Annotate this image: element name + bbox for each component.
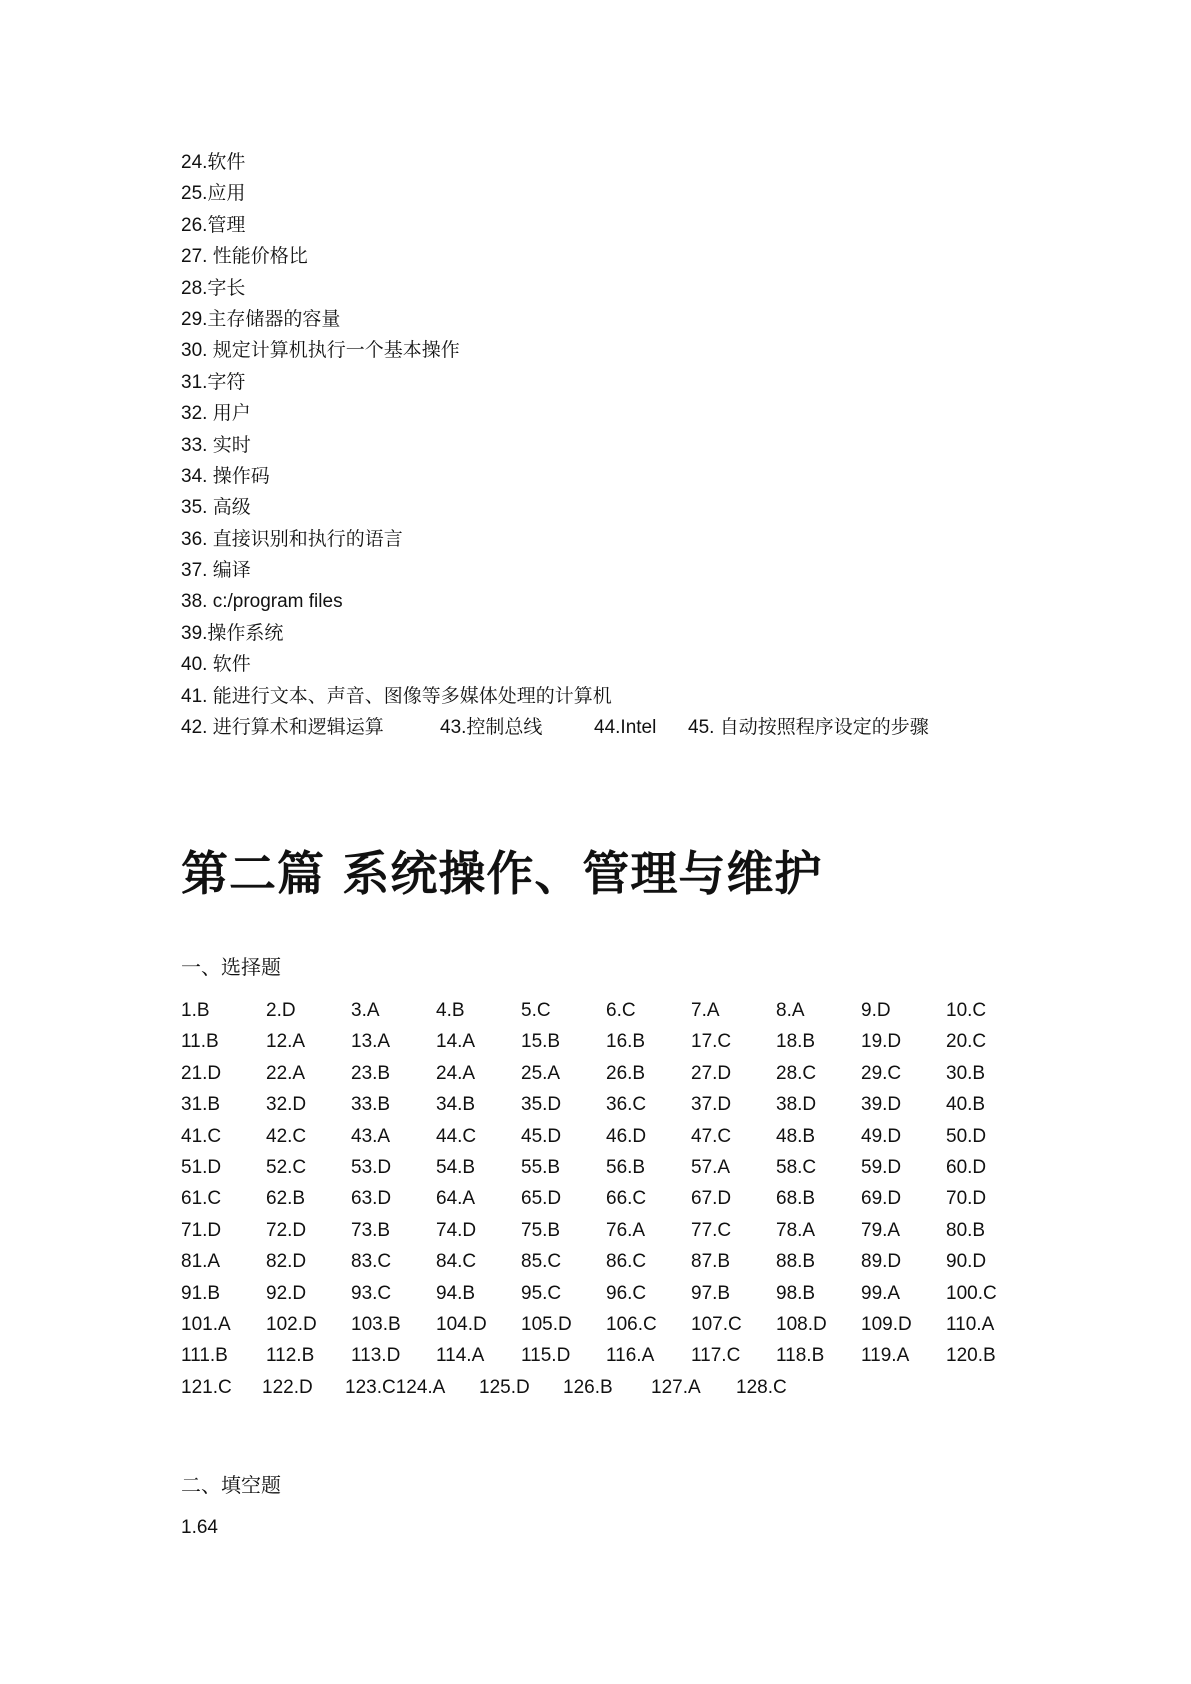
answer-cell: 117.C bbox=[691, 1345, 741, 1367]
answer-cell: 75.B bbox=[521, 1219, 561, 1241]
answer-row bbox=[181, 1372, 1081, 1403]
answer-row bbox=[181, 1089, 1081, 1120]
answer-cell: 58.C bbox=[776, 1156, 817, 1178]
answer-cell: 47.C bbox=[691, 1125, 732, 1147]
answer-cell: 114.A bbox=[436, 1345, 485, 1367]
answer-cell: 86.C bbox=[606, 1251, 647, 1273]
answer-cell: 55.B bbox=[521, 1156, 561, 1178]
answer-line: 34. 操作码 bbox=[181, 465, 270, 487]
answer-line: 39.操作系统 bbox=[181, 622, 284, 644]
answer-cell: 84.C bbox=[436, 1251, 477, 1273]
answer-row bbox=[181, 1058, 1081, 1089]
answer-cell: 61.C bbox=[181, 1188, 222, 1210]
answer-cell: 1.B bbox=[181, 1000, 210, 1021]
answer-cell: 123.C124.A bbox=[345, 1376, 446, 1398]
answer-line: 24.软件 bbox=[181, 152, 246, 173]
answer-cell: 32.D bbox=[266, 1094, 307, 1116]
answer-line: 33. 实时 bbox=[181, 434, 251, 456]
answer-cell: 19.D bbox=[861, 1031, 902, 1053]
answer-cell: 38.D bbox=[776, 1094, 817, 1116]
answer-cell: 20.C bbox=[946, 1031, 987, 1053]
answer-row bbox=[181, 1246, 1081, 1277]
answer-43: 43.控制总线 bbox=[440, 717, 543, 739]
answer-row bbox=[181, 1152, 1081, 1183]
answer-row bbox=[181, 1340, 1081, 1371]
answer-cell: 9.D bbox=[861, 1000, 891, 1021]
answer-cell: 66.C bbox=[606, 1188, 647, 1210]
answer-cell: 8.A bbox=[776, 1000, 805, 1021]
answer-45: 45. 自动按照程序设定的步骤 bbox=[688, 717, 929, 739]
choice-answer-grid bbox=[181, 995, 1081, 1403]
answer-42: 42. 进行算术和逻辑运算 bbox=[181, 717, 384, 739]
answer-cell: 49.D bbox=[861, 1125, 902, 1147]
answer-cell: 37.D bbox=[691, 1094, 732, 1116]
answer-cell: 125.D bbox=[479, 1376, 530, 1398]
answer-cell: 105.D bbox=[521, 1313, 572, 1335]
answer-cell: 60.D bbox=[946, 1156, 987, 1178]
answer-cell: 97.B bbox=[691, 1282, 731, 1304]
answer-cell: 21.D bbox=[181, 1062, 222, 1084]
answer-cell: 5.C bbox=[521, 1000, 551, 1021]
answer-cell: 46.D bbox=[606, 1125, 647, 1147]
answer-cell: 68.B bbox=[776, 1188, 816, 1210]
answer-cell: 95.C bbox=[521, 1282, 562, 1304]
previous-fill-in-answers bbox=[181, 147, 1081, 743]
answer-cell: 16.B bbox=[606, 1031, 646, 1053]
answer-cell: 82.D bbox=[266, 1251, 307, 1273]
answer-cell: 23.B bbox=[351, 1062, 391, 1084]
answer-cell: 13.A bbox=[351, 1031, 391, 1053]
answer-cell: 113.D bbox=[351, 1345, 401, 1367]
answer-cell: 109.D bbox=[861, 1313, 912, 1335]
answer-line: 26.管理 bbox=[181, 214, 246, 236]
answer-cell: 69.D bbox=[861, 1188, 902, 1210]
answer-cell: 103.B bbox=[351, 1313, 401, 1335]
answer-cell: 115.D bbox=[521, 1345, 571, 1367]
answer-cell: 29.C bbox=[861, 1062, 902, 1084]
answer-cell: 17.C bbox=[691, 1031, 732, 1053]
answer-line: 30. 规定计算机执行一个基本操作 bbox=[181, 340, 460, 362]
answer-cell: 118.B bbox=[776, 1345, 825, 1367]
answer-cell: 42.C bbox=[266, 1125, 307, 1147]
answer-cell: 80.B bbox=[946, 1219, 986, 1241]
answer-line-42-45 bbox=[181, 712, 1081, 743]
answer-cell: 25.A bbox=[521, 1062, 561, 1084]
answer-line: 35. 高级 bbox=[181, 497, 251, 519]
answer-cell: 93.C bbox=[351, 1282, 392, 1304]
answer-cell: 24.A bbox=[436, 1062, 476, 1084]
answer-row bbox=[181, 995, 1081, 1026]
answer-cell: 119.A bbox=[861, 1345, 910, 1367]
answer-line: 41. 能进行文本、声音、图像等多媒体处理的计算机 bbox=[181, 685, 612, 707]
section-title-fill-in: 二、填空题 bbox=[181, 1475, 281, 1497]
answer-cell: 14.A bbox=[436, 1031, 476, 1053]
answer-cell: 120.B bbox=[946, 1345, 996, 1367]
answer-cell: 94.B bbox=[436, 1282, 476, 1304]
answer-row bbox=[181, 1278, 1081, 1309]
answer-cell: 40.B bbox=[946, 1094, 986, 1116]
answer-cell: 18.B bbox=[776, 1031, 816, 1053]
answer-row bbox=[181, 1026, 1081, 1057]
answer-cell: 31.B bbox=[181, 1094, 221, 1116]
answer-cell: 128.C bbox=[736, 1376, 787, 1398]
answer-cell: 90.D bbox=[946, 1251, 987, 1273]
answer-cell: 43.A bbox=[351, 1125, 391, 1147]
answer-cell: 41.C bbox=[181, 1125, 222, 1147]
answer-cell: 96.C bbox=[606, 1282, 647, 1304]
answer-row bbox=[181, 1215, 1081, 1246]
answer-line: 38. c:/program files bbox=[181, 591, 343, 613]
answer-cell: 67.D bbox=[691, 1188, 732, 1210]
answer-cell: 91.B bbox=[181, 1282, 221, 1304]
answer-cell: 79.A bbox=[861, 1219, 901, 1241]
answer-cell: 81.A bbox=[181, 1251, 221, 1273]
answer-cell: 63.D bbox=[351, 1188, 392, 1210]
answer-cell: 107.C bbox=[691, 1313, 742, 1335]
answer-row bbox=[181, 1121, 1081, 1152]
answer-cell: 101.A bbox=[181, 1313, 231, 1335]
answer-cell: 34.B bbox=[436, 1094, 476, 1116]
answer-line: 37. 编译 bbox=[181, 560, 251, 582]
answer-cell: 111.B bbox=[181, 1345, 228, 1367]
answer-cell: 76.A bbox=[606, 1219, 646, 1241]
answer-cell: 106.C bbox=[606, 1313, 657, 1335]
answer-cell: 10.C bbox=[946, 1000, 987, 1021]
answer-cell: 112.B bbox=[266, 1345, 315, 1367]
answer-line: 32. 用户 bbox=[181, 403, 251, 425]
answer-cell: 73.B bbox=[351, 1219, 391, 1241]
answer-cell: 74.D bbox=[436, 1219, 477, 1241]
answer-cell: 15.B bbox=[521, 1031, 561, 1053]
answer-cell: 92.D bbox=[266, 1282, 307, 1304]
answer-cell: 30.B bbox=[946, 1062, 986, 1084]
answer-cell: 102.D bbox=[266, 1313, 317, 1335]
answer-cell: 77.C bbox=[691, 1219, 732, 1241]
answer-cell: 116.A bbox=[606, 1345, 655, 1367]
answer-cell: 12.A bbox=[266, 1031, 306, 1053]
fill-in-answer-1: 1.64 bbox=[181, 1517, 218, 1538]
answer-cell: 72.D bbox=[266, 1219, 307, 1241]
answer-cell: 52.C bbox=[266, 1156, 307, 1178]
answer-cell: 50.D bbox=[946, 1125, 987, 1147]
answer-cell: 44.C bbox=[436, 1125, 477, 1147]
answer-cell: 62.B bbox=[266, 1188, 306, 1210]
answer-cell: 89.D bbox=[861, 1251, 902, 1273]
answer-cell: 27.D bbox=[691, 1062, 732, 1084]
answer-line: 27. 性能价格比 bbox=[181, 246, 308, 268]
answer-cell: 121.C bbox=[181, 1376, 232, 1398]
answer-cell: 54.B bbox=[436, 1156, 476, 1178]
section-title-choice: 一、选择题 bbox=[181, 957, 281, 979]
answer-cell: 2.D bbox=[266, 1000, 296, 1021]
answer-cell: 39.D bbox=[861, 1094, 902, 1116]
answer-cell: 22.A bbox=[266, 1062, 306, 1084]
answer-row bbox=[181, 1309, 1081, 1340]
answer-cell: 87.B bbox=[691, 1251, 731, 1273]
chapter-title: 第二篇 系统操作、管理与维护 bbox=[181, 847, 823, 902]
answer-cell: 59.D bbox=[861, 1156, 902, 1178]
answer-cell: 122.D bbox=[262, 1376, 313, 1398]
answer-cell: 104.D bbox=[436, 1313, 487, 1335]
answer-line: 40. 软件 bbox=[181, 654, 251, 676]
answer-cell: 100.C bbox=[946, 1282, 997, 1304]
answer-cell: 64.A bbox=[436, 1188, 476, 1210]
answer-cell: 7.A bbox=[691, 1000, 720, 1021]
answer-cell: 88.B bbox=[776, 1251, 816, 1273]
answer-44: 44.Intel bbox=[594, 717, 657, 739]
answer-cell: 108.D bbox=[776, 1313, 827, 1335]
answer-cell: 127.A bbox=[651, 1376, 701, 1398]
answer-cell: 6.C bbox=[606, 1000, 636, 1021]
answer-cell: 83.C bbox=[351, 1251, 392, 1273]
answer-cell: 51.D bbox=[181, 1156, 222, 1178]
answer-cell: 99.A bbox=[861, 1282, 901, 1304]
answer-line: 36. 直接识别和执行的语言 bbox=[181, 528, 403, 550]
answer-cell: 110.A bbox=[946, 1313, 995, 1335]
answer-cell: 36.C bbox=[606, 1094, 647, 1116]
answer-cell: 71.D bbox=[181, 1219, 222, 1241]
answer-cell: 33.B bbox=[351, 1094, 391, 1116]
answer-cell: 35.D bbox=[521, 1094, 562, 1116]
answer-row bbox=[181, 1183, 1081, 1214]
answer-cell: 57.A bbox=[691, 1156, 731, 1178]
answer-line: 25.应用 bbox=[181, 183, 246, 205]
answer-cell: 45.D bbox=[521, 1125, 562, 1147]
answer-cell: 11.B bbox=[181, 1031, 219, 1053]
answer-cell: 26.B bbox=[606, 1062, 646, 1084]
answer-cell: 126.B bbox=[563, 1376, 613, 1398]
answer-cell: 3.A bbox=[351, 1000, 380, 1021]
answer-cell: 53.D bbox=[351, 1156, 392, 1178]
answer-cell: 56.B bbox=[606, 1156, 646, 1178]
answer-cell: 4.B bbox=[436, 1000, 465, 1021]
answer-cell: 78.A bbox=[776, 1219, 816, 1241]
answer-cell: 28.C bbox=[776, 1062, 817, 1084]
answer-cell: 70.D bbox=[946, 1188, 987, 1210]
answer-cell: 85.C bbox=[521, 1251, 562, 1273]
answer-cell: 65.D bbox=[521, 1188, 562, 1210]
answer-line: 31.字符 bbox=[181, 371, 246, 393]
answer-cell: 48.B bbox=[776, 1125, 816, 1147]
answer-line: 29.主存储器的容量 bbox=[181, 308, 341, 330]
answer-cell: 98.B bbox=[776, 1282, 816, 1304]
answer-line: 28.字长 bbox=[181, 277, 246, 299]
